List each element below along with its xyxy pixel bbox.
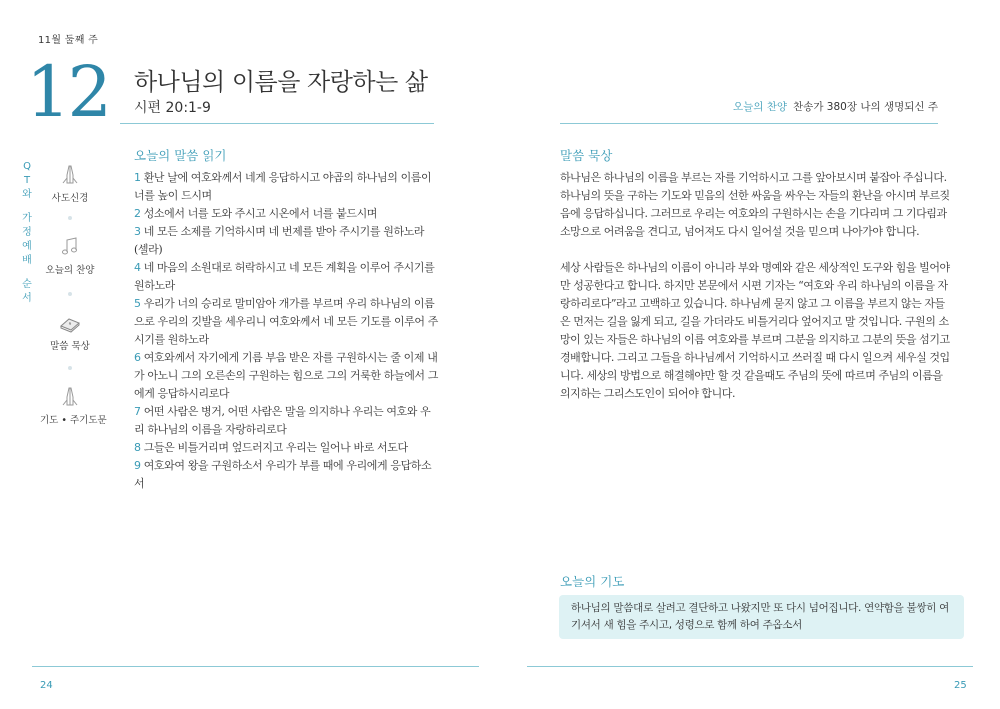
side-nav-label: 말씀 묵상	[50, 341, 90, 352]
side-char: 가	[22, 213, 32, 224]
day-number: 12	[26, 51, 110, 133]
verse-text: 성소에서 너를 도와 주시고 시온에서 너를 붙드시며	[140, 207, 378, 220]
verse-text: 네 마음의 소원대로 허락하시고 네 모든 계획을 이루어 주시기를 원하노라	[134, 261, 435, 292]
side-char: 정	[22, 227, 32, 238]
week-label: 11월 둘째 주	[38, 35, 99, 46]
verse	[134, 403, 440, 439]
praying-hands-icon	[58, 162, 82, 186]
page-number-right: 25	[954, 680, 967, 691]
side-char: 와	[22, 189, 32, 200]
verse	[134, 439, 440, 457]
prayer-heading: 오늘의 기도	[560, 574, 625, 589]
scripture-reference: 시편 20:1-9	[134, 100, 211, 116]
verse	[134, 457, 440, 493]
side-nav-item-prayer[interactable]	[40, 384, 107, 426]
side-char: 순	[22, 279, 32, 290]
page-title: 하나님의 이름을 자랑하는 삶	[134, 68, 428, 96]
nav-separator-dot	[68, 292, 72, 296]
nav-separator-dot	[68, 216, 72, 220]
side-nav-item-todays-hymn[interactable]	[40, 234, 100, 276]
side-nav-label: 기도 • 주기도문	[40, 415, 107, 426]
verse	[134, 169, 440, 205]
side-char: 서	[22, 293, 32, 304]
verse-number: 5	[134, 297, 141, 310]
side-char: Q	[23, 161, 31, 172]
verse-text: 네 모든 소제를 기억하시며 네 번제를 받아 주시기를 원하노라 (셀라)	[134, 225, 425, 256]
verse-number: 2	[134, 207, 141, 220]
header-divider-left	[120, 123, 434, 124]
verse-text: 여호와여 왕을 구원하소서 우리가 부를 때에 우리에게 응답하소서	[134, 459, 432, 490]
verse	[134, 295, 440, 349]
header-divider-right	[560, 123, 938, 124]
scripture-verses	[134, 169, 440, 493]
verse	[134, 223, 440, 259]
bible-icon	[57, 308, 83, 334]
hymn-text: 찬송가 380장 나의 생명되신 주	[793, 101, 938, 113]
side-nav-label: 오늘의 찬양	[45, 265, 95, 276]
meditation-text	[560, 169, 952, 421]
reading-heading: 오늘의 말씀 읽기	[134, 148, 227, 163]
footer-divider-right	[527, 666, 973, 667]
praying-hands-icon	[58, 384, 82, 408]
page-number-left: 24	[40, 680, 53, 691]
side-char: 예	[22, 241, 32, 252]
verse-number: 6	[134, 351, 141, 364]
verse-number: 8	[134, 441, 141, 454]
side-char: T	[23, 175, 31, 186]
hymn-label: 오늘의 찬양	[732, 101, 788, 113]
todays-hymn	[733, 99, 938, 114]
verse-number: 9	[134, 459, 141, 472]
side-char: 배	[22, 255, 32, 266]
meditation-paragraph: 세상 사람들은 하나님의 이름이 아니라 부와 명예와 같은 세상적인 도구와 힘을 빌어야만 성공한다고 합니다. 하지만 본문에서 시편 기자는 “여호와 우리 하나님의 이름을 자랑하리로다”라고 고백하고 있습니다. 하나님께 묻지 않고 그 이름을 부르지 않는 자들은 먼저는 길을 잃게 되고, 길을 가더라도 비틀거리다 엎어지고 말 것입니다. 구원의 소망이 있는 자들은 하나님의 이름 여호와를 부르며 그분을 의지하고 그분의 뜻을 섬기고 경배합니다. 그리고 그들을 하나님께서 기억하시고 쓰러질 때 다시 일으켜 세우실 것입니다. 세상의 방법으로 해결해야만 할 것 같을때도 주님의 뜻에 따르며 주님의 이름을 의지하는 그리스도인이 되어야 합니다.	[560, 261, 950, 400]
meditation-paragraph: 하나님은 하나님의 이름을 부르는 자를 기억하시고 그를 앞아보시며 붙잡아 주십니다. 하나님의 뜻을 구하는 기도와 믿음의 선한 싸움을 싸우는 자들의 환난을 아시며 부르짖음에 응답하십니다. 그러므로 우리는 여호와의 구원하시는 손을 기다리며 그 기다림과 소망으로 어려움을 견디고, 넘어져도 다시 일어설 것을 믿으며 나아가야 합니다.	[560, 171, 950, 238]
verse-number: 3	[134, 225, 141, 238]
meditation-heading: 말씀 묵상	[560, 148, 613, 163]
verse-number: 1	[134, 171, 141, 184]
side-nav-item-apostles-creed[interactable]	[40, 162, 100, 204]
verse-text: 어떤 사람은 병거, 어떤 사람은 말을 의지하나 우리는 여호와 우리 하나님의 이름을 자랑하리로다	[134, 405, 431, 436]
footer-divider-left	[32, 666, 479, 667]
side-vertical-label	[21, 160, 33, 306]
verse-number: 7	[134, 405, 141, 418]
verse-text: 그들은 비틀거리며 엎드러지고 우리는 일어나 바로 서도다	[140, 441, 408, 454]
verse	[134, 259, 440, 295]
verse-number: 4	[134, 261, 141, 274]
verse	[134, 205, 440, 223]
music-note-icon	[58, 234, 82, 258]
side-nav-label: 사도신경	[51, 193, 89, 204]
prayer-box	[559, 595, 964, 639]
nav-separator-dot	[68, 366, 72, 370]
verse-text: 여호와께서 자기에게 기름 부음 받은 자를 구원하시는 줄 이제 내가 아노니 그의 오른손의 구원하는 힘으로 그의 거룩한 하늘에서 그에게 응답하시리로다	[134, 351, 438, 400]
verse-text: 우리가 너의 승리로 말미암아 개가를 부르며 우리 하나님의 이름으로 우리의 깃발을 세우리니 여호와께서 네 모든 기도를 이루어 주시기를 원하노라	[134, 297, 438, 346]
side-nav-item-meditation[interactable]	[40, 308, 100, 352]
prayer-text: 하나님의 말씀대로 살려고 결단하고 나왔지만 또 다시 넘어집니다. 연약함을 불쌍히 여기셔서 새 힘을 주시고, 성령으로 함께 하여 주옵소서	[571, 602, 949, 631]
verse-text: 환난 날에 여호와께서 네게 응답하시고 야곱의 하나님의 이름이 너를 높이 드시며	[134, 171, 432, 202]
verse	[134, 349, 440, 403]
